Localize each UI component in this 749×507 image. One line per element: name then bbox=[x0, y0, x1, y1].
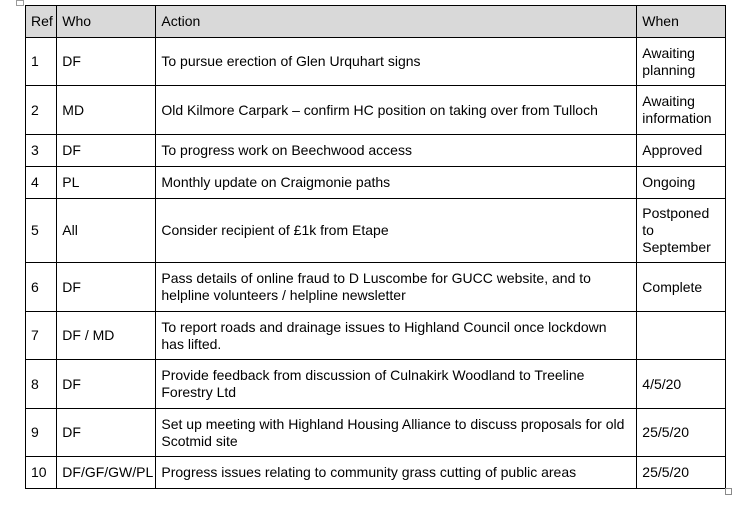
cell-when: 4/5/20 bbox=[637, 360, 726, 409]
cell-action: To report roads and drainage issues to Highland Council once lockdown has lifted. bbox=[156, 312, 637, 360]
cell-who: DF / MD bbox=[57, 312, 156, 360]
table-row bbox=[26, 199, 726, 263]
cell-ref: 8 bbox=[26, 360, 57, 409]
cell-action: To progress work on Beechwood access bbox=[156, 135, 637, 167]
table-row bbox=[26, 457, 726, 489]
cell-when: Postponed to September bbox=[637, 199, 726, 263]
cell-who: DF bbox=[57, 135, 156, 167]
table-row bbox=[26, 409, 726, 457]
cell-action: Set up meeting with Highland Housing Alliance to discuss proposals for old Scotmid site bbox=[156, 409, 637, 457]
cell-who: PL bbox=[57, 167, 156, 199]
cell-who: DF bbox=[57, 263, 156, 312]
header-action: Action bbox=[156, 6, 637, 38]
table-row bbox=[26, 38, 726, 86]
cell-when: 25/5/20 bbox=[637, 457, 726, 489]
cell-when: Complete bbox=[637, 263, 726, 312]
cell-action: Monthly update on Craigmonie paths bbox=[156, 167, 637, 199]
table-resize-handle[interactable] bbox=[725, 488, 732, 495]
table-row bbox=[26, 167, 726, 199]
cell-when: Awaiting planning bbox=[637, 38, 726, 86]
cell-action: Provide feedback from discussion of Culnakirk Woodland to Treeline Forestry Ltd bbox=[156, 360, 637, 409]
cell-action: Pass details of online fraud to D Luscombe for GUCC website, and to helpline volunteers / helpline newsletter bbox=[156, 263, 637, 312]
cell-when: 25/5/20 bbox=[637, 409, 726, 457]
cell-when: Ongoing bbox=[637, 167, 726, 199]
table-row bbox=[26, 135, 726, 167]
cell-ref: 1 bbox=[26, 38, 57, 86]
cell-who: DF bbox=[57, 360, 156, 409]
cell-who: DF bbox=[57, 409, 156, 457]
cell-ref: 5 bbox=[26, 199, 57, 263]
table-row bbox=[26, 263, 726, 312]
cell-ref: 6 bbox=[26, 263, 57, 312]
cell-when: Awaiting information bbox=[637, 86, 726, 135]
cell-action: To pursue erection of Glen Urquhart signs bbox=[156, 38, 637, 86]
table-header-row bbox=[26, 6, 726, 38]
cell-ref: 10 bbox=[26, 457, 57, 489]
cell-ref: 4 bbox=[26, 167, 57, 199]
cell-who: DF/GF/GW/PL bbox=[57, 457, 156, 489]
table-row bbox=[26, 360, 726, 409]
cell-action: Progress issues relating to community grass cutting of public areas bbox=[156, 457, 637, 489]
table-move-handle[interactable] bbox=[16, 0, 24, 6]
table-row bbox=[26, 312, 726, 360]
cell-when bbox=[637, 312, 726, 360]
cell-ref: 9 bbox=[26, 409, 57, 457]
header-who: Who bbox=[57, 6, 156, 38]
cell-action: Old Kilmore Carpark – confirm HC position on taking over from Tulloch bbox=[156, 86, 637, 135]
cell-action: Consider recipient of £1k from Etape bbox=[156, 199, 637, 263]
cell-who: DF bbox=[57, 38, 156, 86]
cell-who: All bbox=[57, 199, 156, 263]
cell-ref: 7 bbox=[26, 312, 57, 360]
cell-ref: 3 bbox=[26, 135, 57, 167]
action-table bbox=[25, 5, 726, 489]
header-when: When bbox=[637, 6, 726, 38]
cell-who: MD bbox=[57, 86, 156, 135]
header-ref: Ref bbox=[26, 6, 57, 38]
cell-ref: 2 bbox=[26, 86, 57, 135]
table-row bbox=[26, 86, 726, 135]
cell-when: Approved bbox=[637, 135, 726, 167]
